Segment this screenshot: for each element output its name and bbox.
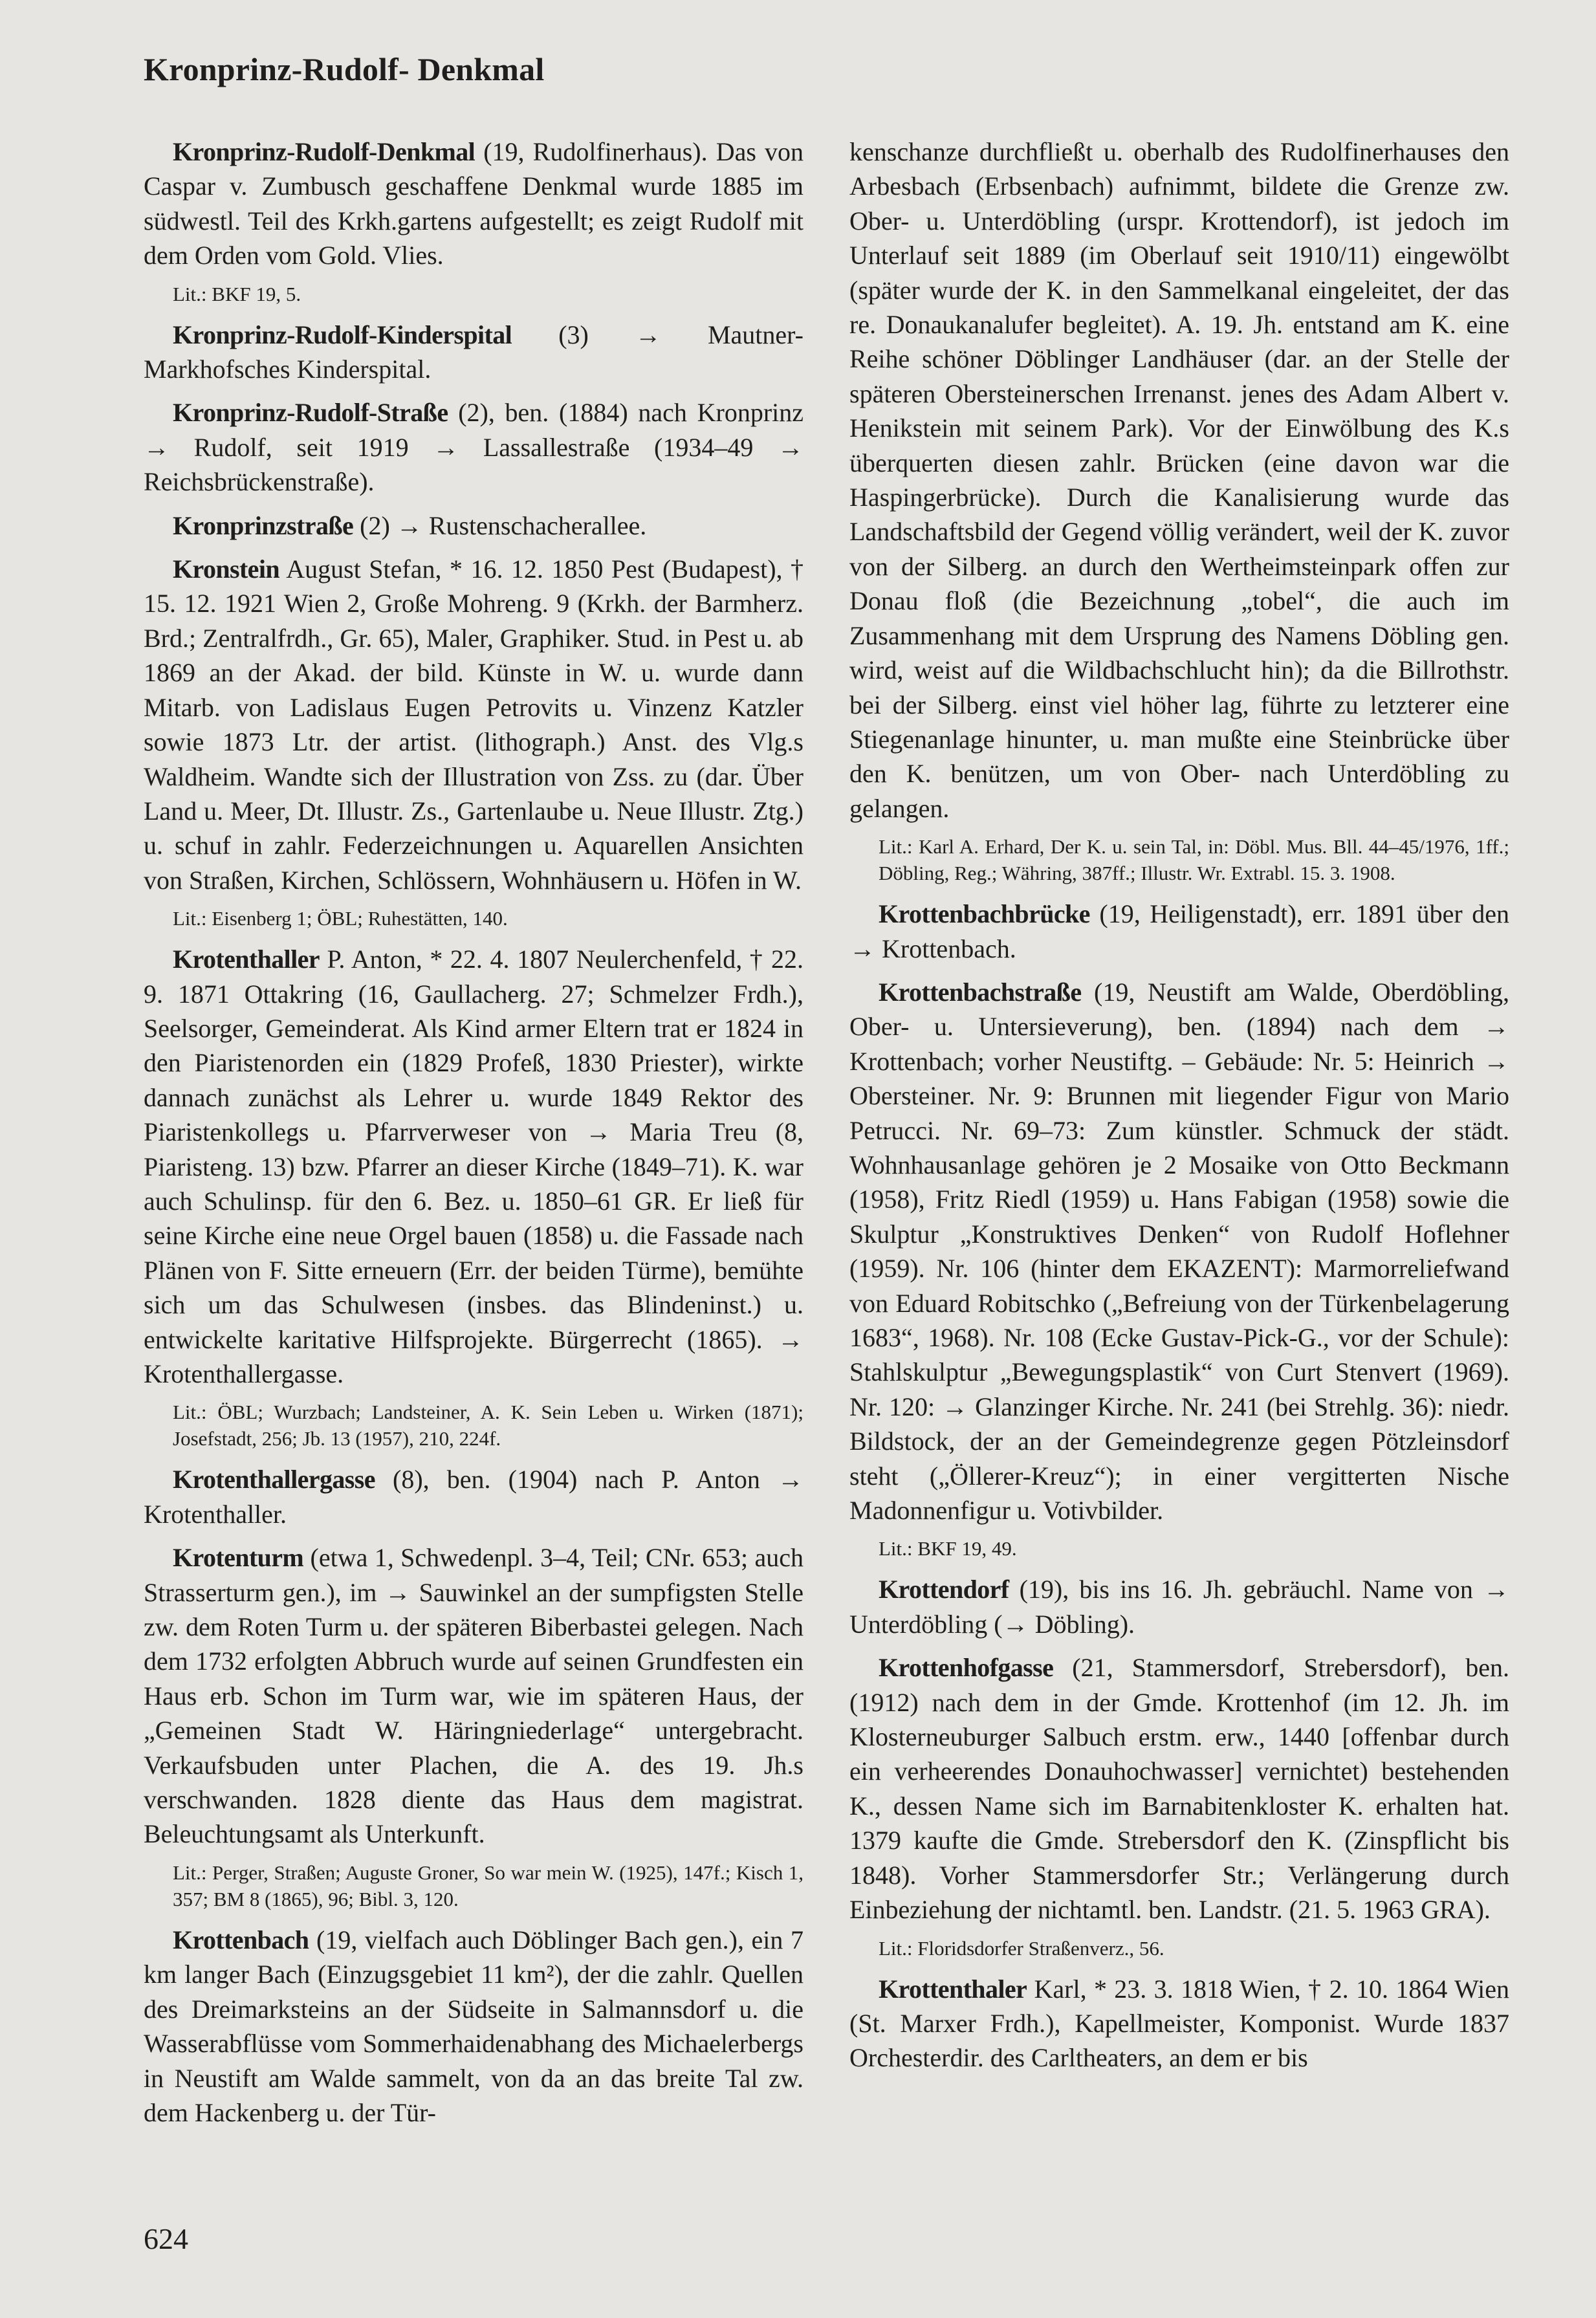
left-column <box>144 135 803 2139</box>
dictionary-entry <box>144 1462 803 1531</box>
entry-headword: Krottendorf <box>879 1575 1009 1604</box>
entry-headword: Kronprinz-Rudolf-Kinderspital <box>173 320 512 349</box>
entry-text: Karl, * 23. 3. 1818 Wien, † 2. 10. 1864 Wien (St. Marxer Frdh.), Kapellmeister, Komponist. Wurde 1837 Orchesterdir. des Carltheaters, an dem er bis <box>849 1974 1509 2073</box>
dictionary-entry <box>144 395 803 499</box>
dictionary-entry <box>849 1972 1509 2075</box>
entry-headword: Kronprinz-Rudolf-Denkmal <box>173 137 476 166</box>
entry-headword: Krotenthaller <box>173 945 320 974</box>
entry-headword: Krottenbach <box>173 1925 309 1954</box>
entry-text: (2), ben. (1884) nach Kronprinz → Rudolf, seit 1919 → Lassallestraße (1934–49 → Reichsbrückenstraße). <box>144 398 803 497</box>
entry-text: (3) → Mautner-Markhofsches Kinderspital. <box>144 320 803 384</box>
dictionary-entry <box>144 318 803 387</box>
dictionary-entry <box>144 135 803 273</box>
entry-literature: Lit.: BKF 19, 5. <box>173 282 301 305</box>
dictionary-entry <box>849 897 1509 966</box>
page-number: 624 <box>144 2222 188 2255</box>
dictionary-entry <box>849 135 1509 826</box>
entry-headword: Kronprinz-Rudolf-Straße <box>173 398 448 428</box>
dictionary-entry <box>144 1540 803 1852</box>
entry-text: (21, Stammersdorf, Strebersdorf), ben. (1912) nach dem in der Gmde. Krottenhof (im 12. Jh. im Klosterneuburger Salbuch erstm. erw., 1440 [offenbar durch ein verheerendes Donauhochwasser] vernichtet) bestehenden K., dessen Name sich im Barnabitenkloster K. erhalten hat. 1379 kaufte die Gmde. Strebersdorf den K. (Zinspflicht bis 1848). Vorher Stammersdorfer Str.; Verlängerung durch Einbeziehung der nichtamtl. ben. Landstr. (21. 5. 1963 GRA). <box>849 1653 1509 1925</box>
entry-text: (19, Rudolfinerhaus). Das von Caspar v. Zumbusch geschaffene Denkmal wurde 1885 im südwestl. Teil des Krkh.gartens aufgestellt; es zeigt Rudolf mit dem Orden vom Gold. Vlies. <box>144 137 803 270</box>
entry-literature: Lit.: Karl A. Erhard, Der K. u. sein Tal, in: Döbl. Mus. Bll. 44–45/1976, 1ff.; Döbling, Reg.; Währing, 387ff.; Illustr. Wr. Extrabl. 15. 3. 1908. <box>879 835 1509 885</box>
entry-text: (etwa 1, Schwedenpl. 3–4, Teil; CNr. 653; auch Strasserturm gen.), im → Sauwinkel an der sumpfigsten Stelle zw. dem Roten Turm u. der späteren Biberbastei gelegen. Nach dem 1732 erfolgten Abbruch wurde auf seinen Grundfesten ein Haus erb. Schon im Turm war, wie im späteren Haus, der „Gemeinen Stadt W. Häringniederlage“ untergebracht. Verkaufsbuden unter Plachen, die A. des 19. Jh.s verschwanden. 1828 diente das Haus dem magistrat. Beleuchtungsamt als Unterkunft. <box>144 1543 803 1849</box>
running-head: Kronprinz-Rudolf- Denkmal <box>144 51 545 87</box>
entry-headword: Kronprinzstraße <box>173 510 354 540</box>
dictionary-entry <box>144 508 803 543</box>
entry-headword: Krotenthallergasse <box>173 1465 375 1494</box>
dictionary-entry <box>849 975 1509 1528</box>
entry-text: (2) → Rustenschacherallee. <box>353 510 647 540</box>
entry-literature: Lit.: Perger, Straßen; Auguste Groner, So war mein W. (1925), 147f.; Kisch 1, 357; BM 8 (1865), 96; Bibl. 3, 120. <box>173 1861 803 1910</box>
dictionary-entry <box>144 942 803 1391</box>
dictionary-entry <box>849 1572 1509 1641</box>
dictionary-entry <box>144 552 803 897</box>
entry-headword: Krottenhofgasse <box>879 1653 1054 1683</box>
entry-headword: Krottenbachstraße <box>879 977 1082 1007</box>
entry-literature: Lit.: Floridsdorfer Straßenverz., 56. <box>879 1936 1164 1960</box>
dictionary-entry <box>849 1650 1509 1927</box>
entry-headword: Krotenturm <box>173 1543 304 1573</box>
entry-text: (19), bis ins 16. Jh. gebräuchl. Name von → Unterdöbling (→ Döbling). <box>849 1575 1509 1639</box>
dictionary-entry <box>144 1923 803 2130</box>
entry-text: kenschanze durchfließt u. oberhalb des Rudolfinerhauses den Arbesbach (Erbsenbach) aufnimmt, bildete die Grenze zw. Ober- u. Unterdöbling (urspr. Krottendorf), ist jedoch im Unterlauf seit 1889 (im Oberlauf seit 1910/11) eingewölbt (später wurde der K. in den Sammelkanal eingeleitet, der das re. Donaukanalufer begleitet). A. 19. Jh. entstand am K. eine Reihe schöner Döblinger Landhäuser (dar. an der Stelle der späteren Obersteinerschen Irrenanst. jenes des Adam Albert v. Henikstein mit seinem Park). Vor der Einwölbung des K.s überquerten diesen zahlr. Brücken (eine davon war die Haspingerbrücke). Durch die Kanalisierung wurde das Landschaftsbild der Gegend völlig verändert, weil der K. zuvor von der Silberg. an durch den Wertheimsteinpark offen zur Donau floß (die Bezeichnung „tobel“, die auch im Zusammenhang mit dem Ursprung des Namens Döbling gen. wird, weist auf die Wildbachschlucht hin); da die Billrothstr. bei der Silberg. einst viel höher lag, führte zu letzterer eine Stiegenanlage hinunter, u. man mußte eine Steinbrücke über den K. benützen, um von Ober- nach Unterdöbling zu gelangen. <box>849 137 1509 823</box>
entry-headword: Kronstein <box>173 554 279 584</box>
entry-headword: Krottenthaler <box>879 1974 1027 2004</box>
entry-literature: Lit.: BKF 19, 49. <box>879 1537 1017 1560</box>
entry-text: (19, vielfach auch Döblinger Bach gen.), ein 7 km langer Bach (Einzugsgebiet 11 km²), der die zahlr. Quellen des Dreimarksteins an der Südseite in Salmannsdorf u. die Wasserabflüsse vom Sommerhaidenabhang des Michaelerbergs in Neustift am Walde sammelt, von da an das breite Tal zw. dem Hackenberg u. der Tür- <box>144 1925 803 2127</box>
entry-text: (19, Heiligenstadt), err. 1891 über den → Krottenbach. <box>849 899 1509 963</box>
entry-text: (19, Neustift am Walde, Oberdöbling, Ober- u. Untersieverung), ben. (1894) nach dem → Krottenbach; vorher Neustiftg. – Gebäude: Nr. 5: Heinrich → Obersteiner. Nr. 9: Brunnen mit liegender Figur von Mario Petrucci. Nr. 69–73: Zum künstler. Schmuck der städt. Wohnhausanlage gehören je 2 Mosaike von Otto Beckmann (1958), Fritz Riedl (1959) u. Hans Fabigan (1958) sowie die Skulptur „Konstruktives Denken“ von Rudolf Hoflehner (1959). Nr. 106 (hinter dem EKAZENT): Marmorreliefwand von Eduard Robitschko („Befreiung von der Türkenbelagerung 1683“, 1968). Nr. 108 (Ecke Gustav-Pick-G., vor der Schule): Stahlskulptur „Bewegungsplastik“ von Curt Stenvert (1969). Nr. 120: → Glanzinger Kirche. Nr. 241 (bei Strehlg. 36): niedr. Bildstock, der an der Gemeindegrenze gegen Pötzleinsdorf steht („Öllerer-Kreuz“); in einer vergitterten Nische Madonnenfigur u. Votivbilder. <box>849 977 1509 1525</box>
entry-text: (8), ben. (1904) nach P. Anton → Krotenthaller. <box>144 1465 803 1529</box>
right-column <box>849 135 1509 2084</box>
entry-text: P. Anton, * 22. 4. 1807 Neulerchenfeld, † 22. 9. 1871 Ottakring (16, Gaullacherg. 27; Schmelzer Frdh.), Seelsorger, Gemeinderat. Als Kind armer Eltern trat er 1824 in den Piaristenorden ein (1829 Profeß, 1830 Priester), wirkte dannach zunächst als Lehrer u. wurde 1849 Rektor des Piaristenkollegs u. Pfarrverweser von → Maria Treu (8, Piaristeng. 13) bzw. Pfarrer an dieser Kirche (1849–71). K. war auch Schulinsp. für den 6. Bez. u. 1850–61 GR. Er ließ für seine Kirche eine neue Orgel bauen (1858) u. die Fassade nach Plänen von F. Sitte erneuern (Err. der beiden Türme), bemühte sich um das Schulwesen (insbes. das Blindeninst.) u. entwickelte karitative Hilfsprojekte. Bürgerrecht (1865). → Krotenthallergasse. <box>144 945 803 1388</box>
entry-literature: Lit.: ÖBL; Wurzbach; Landsteiner, A. K. Sein Leben u. Wirken (1871); Josefstadt, 256; Jb. 13 (1957), 210, 224f. <box>173 1401 803 1450</box>
entry-literature: Lit.: Eisenberg 1; ÖBL; Ruhestätten, 140. <box>173 907 508 930</box>
entry-text: August Stefan, * 16. 12. 1850 Pest (Budapest), † 15. 12. 1921 Wien 2, Große Mohreng. 9 (Krkh. der Barmherz. Brd.; Zentralfrdh., Gr. 65), Maler, Graphiker. Stud. in Pest u. ab 1869 an der Akad. der bild. Künste in W. u. wurde dann Mitarb. von Ladislaus Eugen Petrovits u. Vinzenz Katzler sowie 1873 Ltr. der artist. (lithograph.) Anst. des Vlg.s Waldheim. Wandte sich der Illustration von Zss. zu (dar. Über Land u. Meer, Dt. Illustr. Zs., Gartenlaube u. Neue Illustr. Ztg.) u. schuf in zahlr. Federzeichnungen u. Aquarellen Ansichten von Straßen, Kirchen, Schlössern, Wohnhäusern u. Höfen in W. <box>144 554 803 895</box>
entry-headword: Krottenbachbrücke <box>879 899 1090 929</box>
